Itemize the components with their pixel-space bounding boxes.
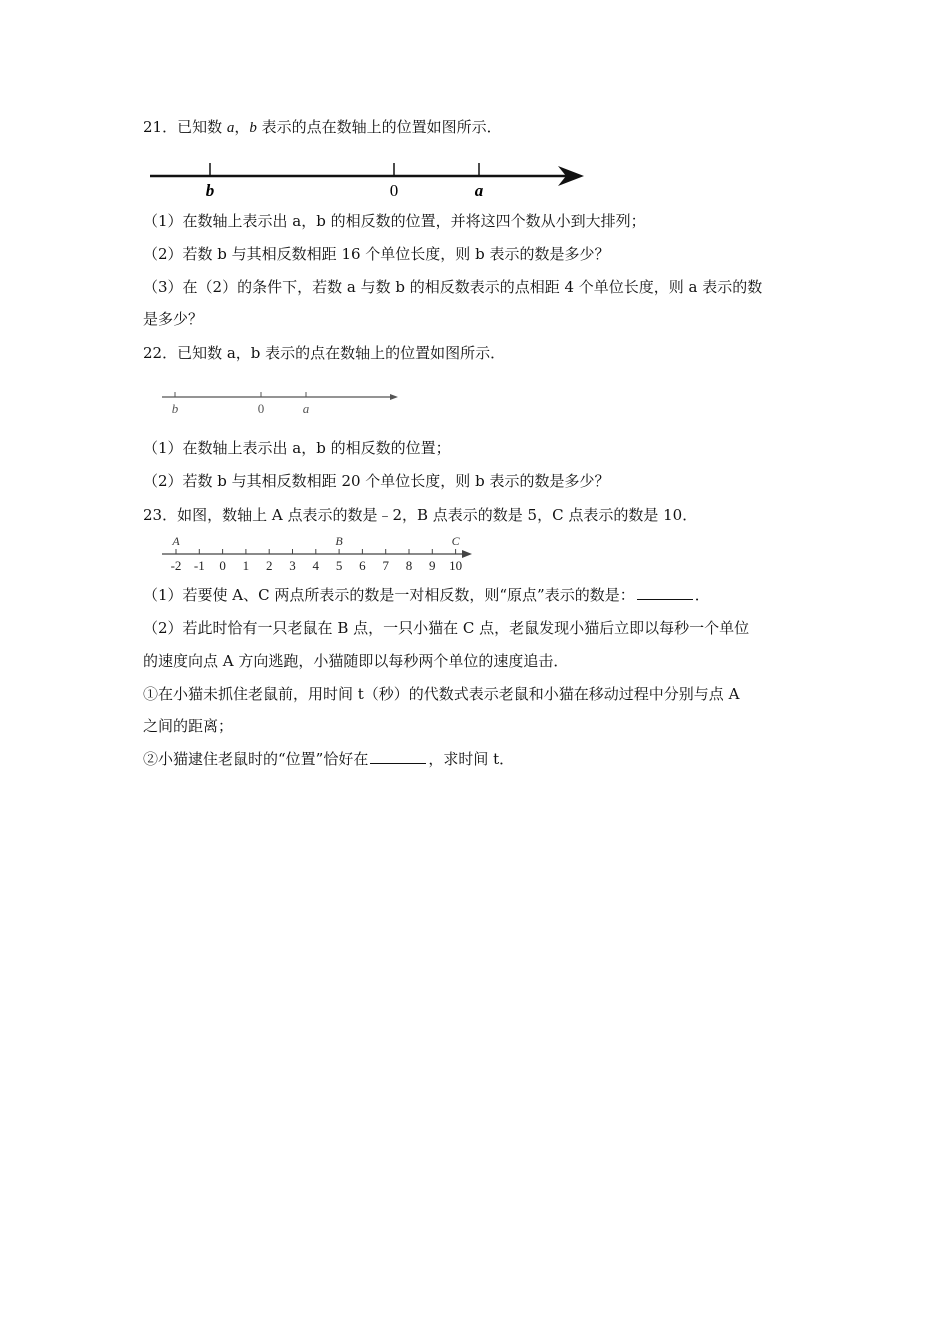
q23-tick-label: 5 (335, 558, 343, 573)
q22-part2: （2）若数 b 与其相反数相距 20 个单位长度，则 b 表示的数是多少？ (143, 472, 610, 490)
q23-sub2: ②小猫逮住老鼠时的“位置”恰好在 ，求时间 t． (143, 750, 515, 768)
q23-number-line (160, 532, 480, 574)
q23-part2-cont: 的速度向点 A 方向逃跑，小猫随即以每秒两个单位的速度追击． (143, 652, 569, 670)
q21-axis-label-a: a (474, 181, 484, 200)
answer-blank-position[interactable] (370, 749, 426, 764)
q22-axis-label-0: 0 (257, 401, 265, 416)
q21-part1: （1）在数轴上表示出 a，b 的相反数的位置，并将这四个数从小到大排列； (143, 212, 646, 230)
q22-part1: （1）在数轴上表示出 a，b 的相反数的位置； (143, 439, 451, 457)
q23-part2: （2）若此时恰有一只老鼠在 B 点，一只小猫在 C 点，老鼠发现小猫后立即以每秒一个单位 (143, 619, 750, 637)
q23-tick-label: 3 (289, 558, 296, 573)
q23-tick-label: 0 (219, 558, 226, 573)
q23-part1: （1）若要使 A、C 两点所表示的数是一对相反数，则“原点”表示的数是： ． (143, 586, 710, 604)
q22-stem: 22．已知数 a，b 表示的点在数轴上的位置如图所示． (143, 344, 506, 362)
q22-axis-label-a: a (302, 401, 310, 416)
q23-point-label: A (172, 534, 180, 548)
q23-tick-label: 2 (265, 558, 273, 573)
q21-number-line (148, 155, 588, 200)
q23-tick-label: 4 (312, 558, 320, 573)
q21-part3: （3）在（2）的条件下，若数 a 与数 b 的相反数表示的点相距 4 个单位长度，则 a 表示的数 (143, 278, 763, 296)
q23-tick-label: 9 (429, 558, 436, 573)
q23-point-label: C (451, 534, 460, 548)
q23-tick-label: 7 (382, 558, 389, 573)
q23-tick-label: -1 (193, 558, 205, 573)
q23-tick-label: 10 (449, 558, 463, 573)
q21-axis-label-0: 0 (389, 181, 399, 200)
q22-axis-label-b: b (171, 401, 179, 416)
q23-point-label: B (335, 534, 343, 548)
q21-axis-label-b: b (205, 181, 215, 200)
q21-part2: （2）若数 b 与其相反数相距 16 个单位长度，则 b 表示的数是多少？ (143, 245, 610, 263)
q21-stem: 21．已知数 a，b 表示的点在数轴上的位置如图所示． (143, 118, 502, 136)
answer-blank-origin[interactable] (637, 585, 693, 600)
q23-tick-label: -2 (170, 558, 182, 573)
q23-tick-label: 8 (405, 558, 413, 573)
q23-stem: 23．如图，数轴上 A 点表示的数是﹣2，B 点表示的数是 5，C 点表示的数是 10． (143, 506, 698, 524)
q21-part3-cont: 是多少？ (143, 310, 204, 328)
q23-tick-label: 6 (359, 558, 366, 573)
q23-sub1: ①在小猫未抓住老鼠前，用时间 t（秒）的代数式表示老鼠和小猫在移动过程中分别与点 A (143, 685, 740, 703)
q23-sub1-cont: 之间的距离； (143, 717, 234, 735)
q23-tick-label: 1 (242, 558, 250, 573)
q22-number-line (160, 388, 405, 418)
